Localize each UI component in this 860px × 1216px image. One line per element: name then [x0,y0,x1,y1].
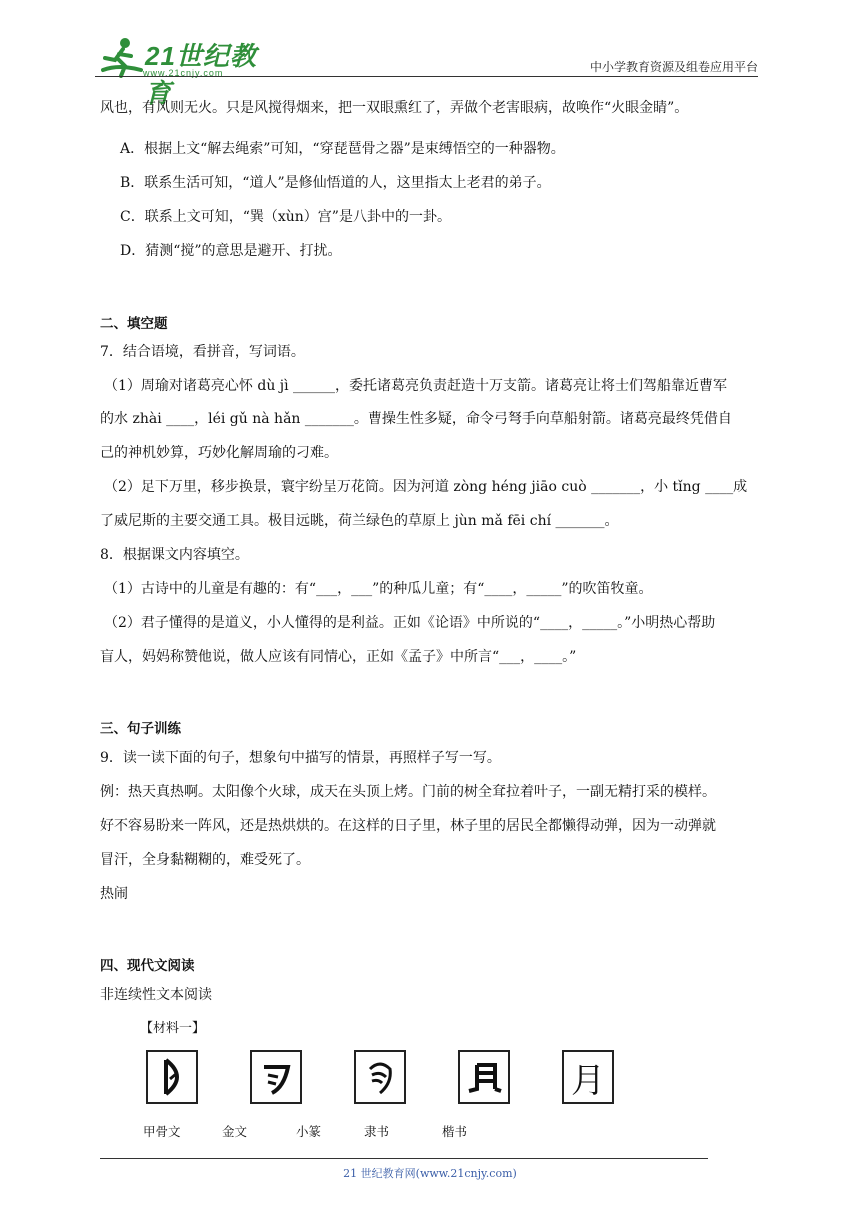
question-7: 7．结合语境，看拼音，写词语。 [100,344,305,360]
option-c: C．联系上文可知，“巽（xùn）宫”是八卦中的一卦。 [120,209,451,225]
passage-tail: 风也，有风则无火。只是风搅得烟来，把一双眼熏红了，弄做个老害眼病，故唤作“火眼金睛”。 [100,100,689,116]
writing-topic: 热闹 [100,886,128,902]
q7-1-line3: 己的神机妙算，巧妙化解周瑜的刁难。 [100,445,338,461]
site-logo [95,36,265,108]
clerical-moon-glyph [458,1050,510,1104]
reading-subtitle: 非连续性文本阅读 [100,987,212,1003]
section-title-fill-in: 二、填空题 [100,316,168,332]
question-9: 9．读一读下面的句子，想象句中描写的情景，再照样子写一写。 [100,750,501,766]
q7-2-line2: 了威尼斯的主要交通工具。极目远眺，荷兰绿色的草原上 jùn mǎ fēi chí _______。 [100,513,619,529]
q7-1-line1: （1）周瑜对诸葛亮心怀 dù jì ______，委托诸葛亮负责赶造十万支箭。诸葛亮让将士们驾船靠近曹军 [104,378,728,394]
seal-moon-icon [362,1057,398,1097]
runner-logo-icon [95,36,143,78]
q7-1-line2: 的水 zhài ____，léi gǔ nà hǎn _______。曹操生性多疑，命令弓弩手向草船射箭。诸葛亮最终凭借自 [100,411,732,427]
bronze-moon-glyph [250,1050,302,1104]
q8-1: （1）古诗中的儿童是有趣的：有“___，___”的种瓜儿童；有“____，_____”的吹笛牧童。 [104,581,653,597]
oracle-moon-icon [154,1057,190,1097]
footer-text: 21 世纪教育网(www.21cnjy.com) [343,1167,517,1180]
logo-text: 21世纪教育 [145,41,257,108]
caption-regular: 楷书 [442,1124,468,1139]
caption-oracle-bone: 甲骨文 [143,1124,181,1139]
caption-small-seal: 小篆 [296,1124,322,1139]
clerical-moon-icon [465,1057,503,1097]
platform-name: 中小学教育资源及组卷应用平台 [589,60,758,74]
q7-2-line1: （2）足下万里，移步换景，寰宇纷呈万花筒。因为河道 zòng héng jiāo cuò _______，小 tǐng ____成 [104,479,748,495]
example-line3: 冒汗，全身黏糊糊的，难受死了。 [100,852,310,868]
small-seal-moon-glyph [354,1050,406,1104]
bronze-moon-icon [258,1057,294,1097]
section-title-sentence: 三、句子训练 [100,721,181,737]
example-line1: 例：热天真热啊。太阳像个火球，成天在头顶上烤。门前的树全耷拉着叶子，一副无精打采的模样。 [100,784,716,800]
caption-bronze: 金文 [222,1124,248,1139]
regular-script-moon-glyph: 月 [562,1050,614,1104]
section-title-reading: 四、现代文阅读 [100,958,195,974]
option-b: B．联系生活可知，“道人”是修仙悟道的人，这里指太上老君的弟子。 [120,175,551,191]
footer-divider [100,1158,708,1159]
question-8: 8．根据课文内容填空。 [100,547,249,563]
logo-url: www.21cnjy.com [143,68,224,78]
q8-2-line1: （2）君子懂得的是道义，小人懂得的是利益。正如《论语》中所说的“____，_____。”小明热心帮助 [104,615,716,631]
option-a: A．根据上文“解去绳索”可知，“穿琵琶骨之器”是束缚悟空的一种器物。 [120,141,565,157]
header-divider [95,76,758,77]
material-label: 【材料一】 [140,1021,206,1036]
caption-clerical: 隶书 [364,1124,390,1139]
oracle-bone-moon-glyph [146,1050,198,1104]
example-line2: 好不容易盼来一阵风，还是热烘烘的。在这样的日子里，林子里的居民全都懒得动弹，因为一动弹就 [100,818,716,834]
option-d: D．猜测“搅”的意思是避开、打扰。 [120,243,342,259]
q8-2-line2: 盲人，妈妈称赞他说，做人应该有同情心，正如《孟子》中所言“___，____。” [100,649,577,665]
